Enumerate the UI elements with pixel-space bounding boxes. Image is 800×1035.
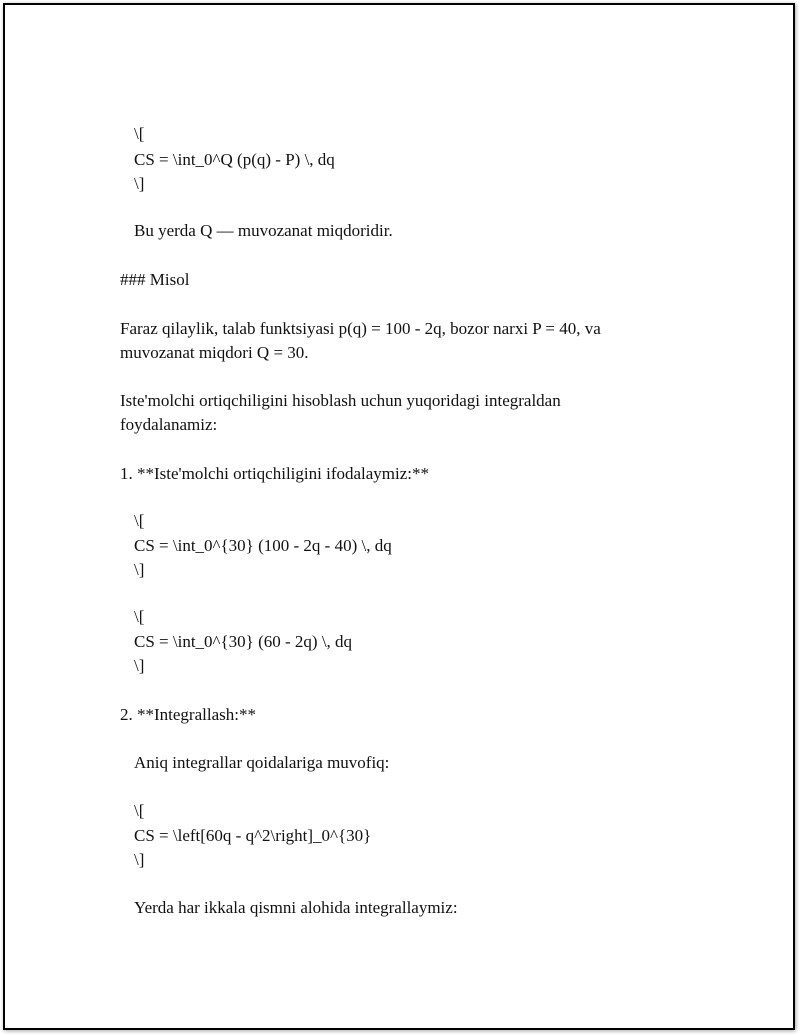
paragraph-faraz-line2: muvozanat miqdori Q = 30.	[120, 343, 309, 362]
paragraph-step2-note: Yerda har ikkala qismni alohida integrallaymiz:	[134, 898, 458, 917]
step-1-title: 1. **Iste'molchi ortiqchiligini ifodalaymiz:**	[120, 464, 430, 483]
formula-open: \[	[134, 607, 145, 626]
formula-close: \]	[134, 174, 145, 193]
formula-cs-definition: CS = \int_0^Q (p(q) - P) \, dq	[134, 150, 335, 169]
formula-open: \[	[134, 801, 145, 820]
paragraph-faraz-line1: Faraz qilaylik, talab funktsiyasi p(q) = 100 - 2q, bozor narxi P = 40, va	[120, 319, 601, 338]
section-heading-misol: ### Misol	[120, 270, 190, 289]
formula-close: \]	[134, 850, 145, 869]
document-content	[5, 5, 793, 1028]
formula-close: \]	[134, 656, 145, 675]
paragraph-note-q: Bu yerda Q — muvozanat miqdoridir.	[134, 221, 393, 240]
formula-open: \[	[134, 124, 145, 143]
paragraph-iste-line2: foydalanamiz:	[120, 415, 218, 434]
formula-open: \[	[134, 511, 145, 530]
paragraph-iste-line1: Iste'molchi ortiqchiligini hisoblash uchun yuqoridagi integraldan	[120, 391, 561, 410]
formula-close: \]	[134, 560, 145, 579]
step-2-title: 2. **Integrallash:**	[120, 705, 256, 724]
paragraph-step2-intro: Aniq integrallar qoidalariga muvofiq:	[134, 753, 390, 772]
formula-step1-substitution: CS = \int_0^{30} (100 - 2q - 40) \, dq	[134, 536, 392, 555]
document-page	[3, 3, 795, 1030]
formula-step2-antiderivative: CS = \left[60q - q^2\right]_0^{30}	[134, 826, 372, 845]
formula-step1-simplified: CS = \int_0^{30} (60 - 2q) \, dq	[134, 632, 353, 651]
